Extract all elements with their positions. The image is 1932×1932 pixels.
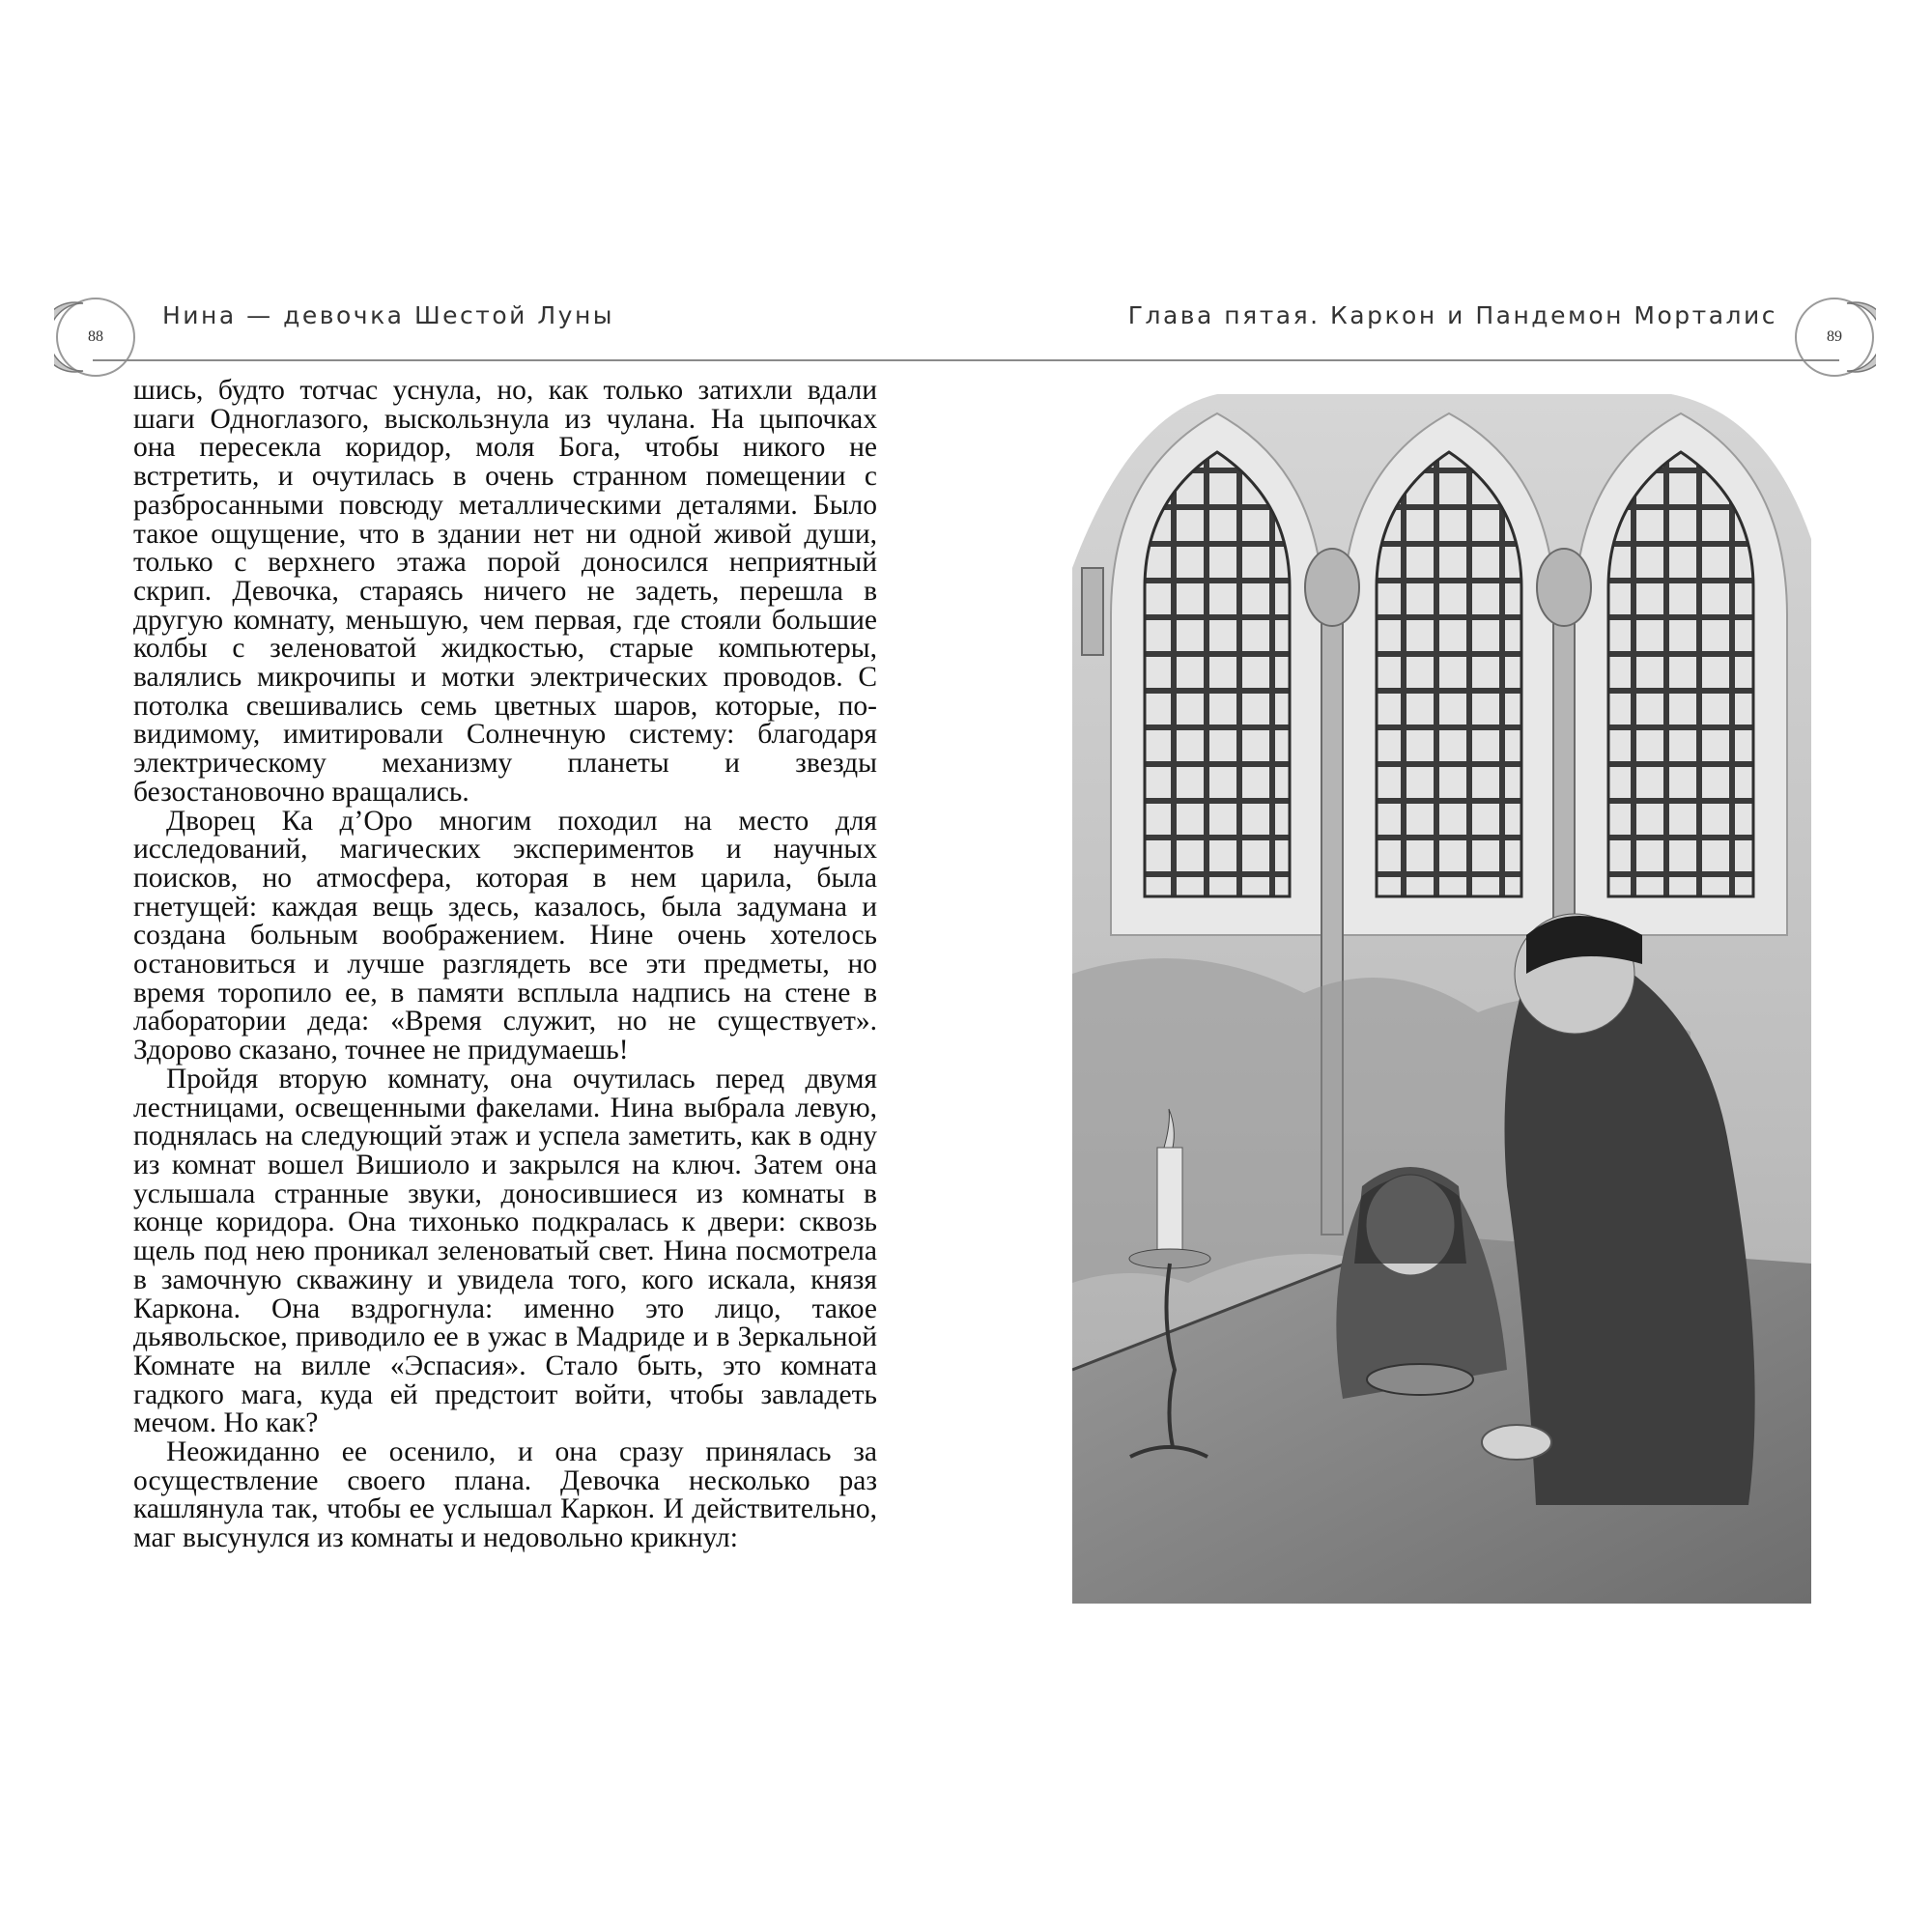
page-number-right: 89 bbox=[1827, 328, 1842, 345]
body-text bbox=[133, 377, 877, 1553]
running-head-chapter-title: Глава пятая. Каркон и Пандемон Морталис bbox=[1127, 301, 1777, 329]
paragraph: Неожиданно ее осенило, и она сразу принялась за осуществление своего плана. Девочка несколько раз кашлянула так, чтобы ее услышал Каркон. И действительно, маг высунулся из комнаты и недовольно крикнул: bbox=[133, 1436, 877, 1554]
paragraph: Пройдя вторую комнату, она очутилась перед двумя лестницами, освещенными факелами. Нина выбрала левую, поднялась на следующий этаж и успела заметить, как в одну из комнат вошел Вишиоло и закрылся на ключ. Затем она услышала странные звуки, доносившиеся из комнаты в конце коридора. Она тихонько подкралась к двери: сквозь щель под нею проникал зеленоватый свет. Нина посмотрела в замочную скважину и увидела того, кого искала, князя Каркона. Она вздрогнула: именно это лицо, такое дьявольское, приводило ее в ужас в Мадриде и в Зеркальной Комнате на вилле «Эспасия». Стало быть, это комната гадкого мага, куда ей предстоит войти, чтобы завладеть мечом. Но как? bbox=[133, 1063, 877, 1439]
header-rule bbox=[93, 359, 1839, 361]
illustration-gothic-hall bbox=[1072, 394, 1811, 1604]
paragraph: Дворец Ка д’Оро многим походил на место для исследований, магических экспериментов и научных поисков, но атмосфера, которая в нем царила, была гнетущей: каждая вещь здесь, казалось, была задумана и создана больным воображением. Нине очень хотелось остановиться и лучше разглядеть все эти предметы, но время торопило ее, в памяти всплыла надпись на стене в лаборатории деда: «Время служит, но не существует». Здорово сказано, точнее не придумаешь! bbox=[133, 805, 877, 1066]
running-head-book-title: Нина — девочка Шестой Луны bbox=[162, 301, 615, 329]
paragraph: шись, будто тотчас уснула, но, как только затихли вдали шаги Одноглазого, выскользнула из чулана. На цыпочках она пересекла коридор, моля Бога, чтобы никого не встретить, и очутилась в очень странном помещении с разбросанными повсюду металлическими деталями. Было такое ощущение, что в здании нет ни одной живой души, только с верхнего этажа порой доносился неприятный скрип. Девочка, стараясь ничего не задеть, перешла в другую комнату, меньшую, чем первая, где стояли большие колбы с зеленоватой жидкостью, старые компьютеры, валялись микрочипы и мотки электрических проводов. С потолка свешивались семь цветных шаров, которые, по-видимому, имитировали Солнечную систему: благодаря электрическому механизму планеты и звезды безостановочно вращались. bbox=[133, 375, 877, 808]
page-number-ornament-right bbox=[1793, 296, 1876, 379]
page-number-ornament-left bbox=[54, 296, 137, 379]
page-number-left: 88 bbox=[88, 328, 103, 345]
